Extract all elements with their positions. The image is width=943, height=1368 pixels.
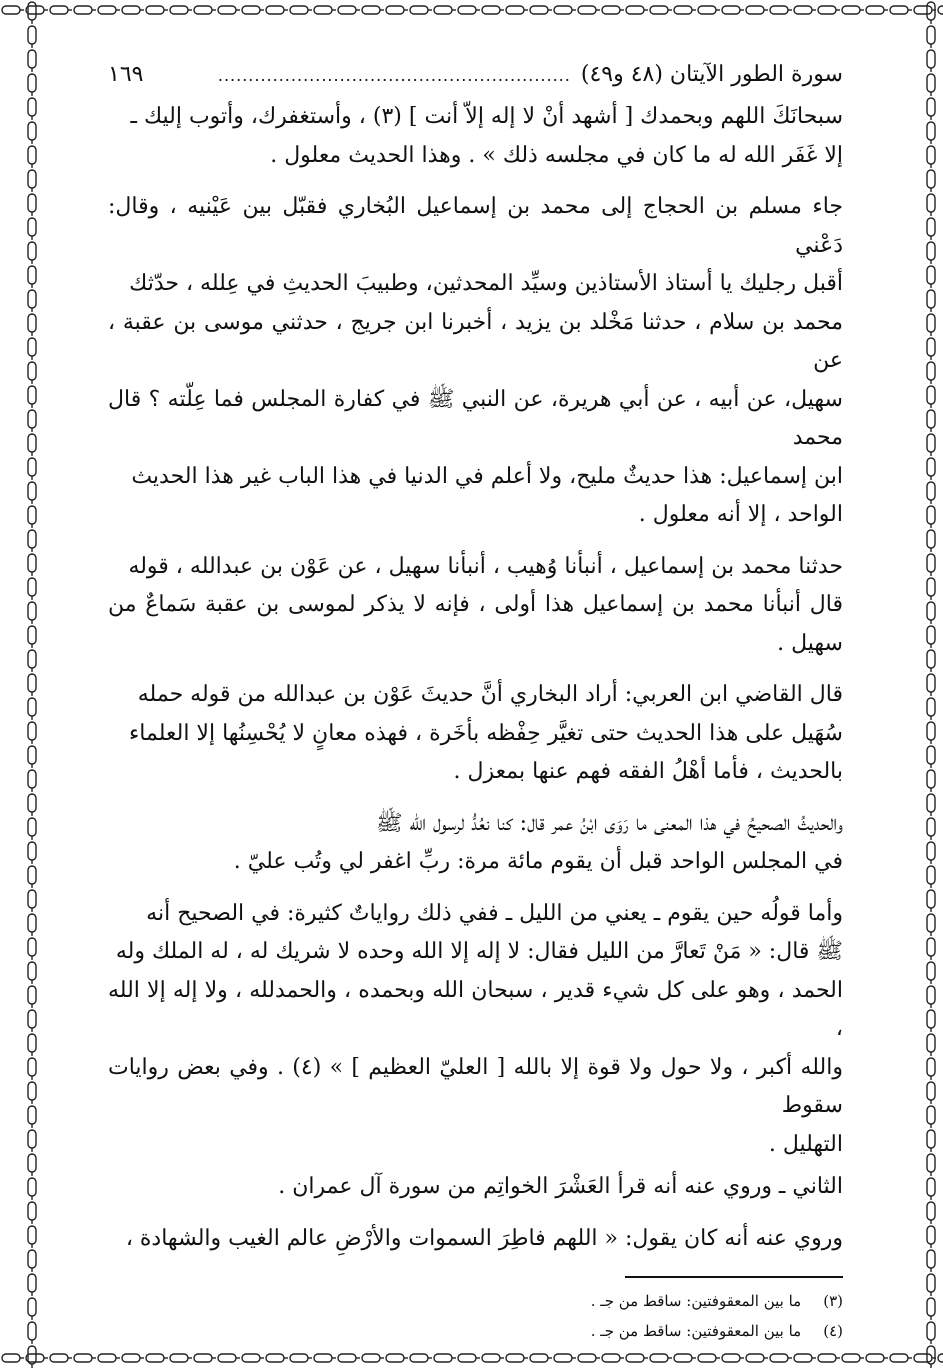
text-line: سُهَيل على هذا الحديث حتى تغيَّر حِفْظه بأخَرة ، فهذه معانٍ لا يُحْسِنُها إلا العلماء [128,720,843,746]
page-content [108,60,843,1346]
text-line: في المجلس الواحد قبل أن يقوم مائة مرة: ربِّ اغفر لي وتُب عليّ . [233,849,843,874]
right-border-ornament [921,0,941,1368]
header-leader-dots: .......................................................... [217,66,571,85]
body-text [108,98,843,1258]
paragraph [108,548,843,664]
text-line: الثاني ـ وروي عنه أنه قرأ العَشْرَ الخواتِم من سورة آل عمران . [278,1174,843,1199]
running-header [108,60,843,98]
paragraph [108,1168,843,1207]
footnote-text: ما بين المعقوفتين: ساقط من جـ . [590,1292,802,1310]
footnote-text: ما بين المعقوفتين: ساقط من جـ . [590,1322,802,1340]
text-line: التهليل . [768,1131,843,1157]
paragraph [108,188,843,535]
text-line: ابن إسماعيل: هذا حديثٌ مليح، ولا أعلم في الدنيا في هذا الباب غير هذا الحديث [131,463,843,489]
text-line: ﷺ قال: « مَنْ تَعارَّ من الليل فقال: لا إله إلا الله وحده لا شريك له ، له الملك وله [115,939,843,964]
text-line: سبحانَكَ اللهم وبحمدك [ أشهد أنْ لا إله إلاّ أنت ] (٣) ، وأستغفرك، وأتوب إليك ـ [130,104,843,129]
text-line: سهيل، عن أبيه ، عن أبي هريرة، عن النبي ﷺ في كفارة المجلس فما عِلّته ؟ قال محمد [108,386,843,450]
text-line: قال أنبأنا محمد بن إسماعيل هذا أولى ، فإنه لا يذكر لموسى بن عقبة سَماعٌ من سهيل . [108,592,843,656]
page-number: ١٦٩ [108,62,144,87]
paragraph [108,98,843,175]
text-line: إلا غَفَر الله له ما كان في مجلسه ذلك » . وهذا الحديث معلول . [270,142,843,168]
text-line: الحمد ، وهو على كل شيء قدير ، سبحان الله وبحمده ، والحمدلله ، ولا إله إلا الله ، [108,977,843,1041]
text-line: حدثنا محمد بن إسماعيل ، أنبأنا وُهيب ، أنبأنا سهيل ، عن عَوْن بن عبدالله ، قوله [128,553,843,579]
text-line: أقبل رجليك يا أستاذ الأستاذين وسيِّد المحدثين، وطبيبَ الحديثِ في عِلله ، حدّثك [129,271,843,296]
left-border-ornament [22,0,42,1368]
paragraph [108,1220,843,1259]
footnotes [108,1286,843,1346]
text-line: وروي عنه أنه كان يقول: « اللهم فاطِرَ السموات والأرْضِ عالم الغيب والشهادة ، [125,1225,843,1251]
text-line: محمد بن سلام ، حدثنا مَخْلد بن يزيد ، أخبرنا ابن جريج ، حدثني موسى بن عقبة ، عن [108,309,843,373]
paragraph [108,895,843,1165]
text-line: والله أكبر ، ولا حول ولا قوة إلا بالله [ العليّ العظيم ] » (٤) . وفي بعض روايات سقوط [108,1054,843,1118]
text-line: جاء مسلم بن الحجاج إلى محمد بن إسماعيل البُخاري فقبّل بين عَيْنيه ، وقال: دَعْني [108,194,843,258]
top-border-ornament [0,0,943,20]
paragraph [108,676,843,792]
footnote-number: (٣) [823,1292,843,1310]
footnote [108,1316,843,1346]
footnote [108,1286,843,1316]
footnote-number: (٤) [823,1322,843,1340]
footnote-separator [625,1276,843,1278]
header-title: سورة الطور الآيتان (٤٨ و٤٩) [580,62,843,87]
text-line: بالحديث ، فأما أهْلُ الفقه فهم عنها بمعزل . [453,759,843,784]
bottom-border-ornament [0,1348,943,1368]
text-line: والحديثُ الصحيحُ في هذا المعنى ما رَوَى ابْنُ عمر قال: كنا نعُدُّ لرسول الله ﷺ [375,810,843,836]
text-line: وأما قولُه حين يقوم ـ يعني من الليل ـ ففي ذلك رواياتٌ كثيرة: في الصحيح أنه [146,900,843,926]
text-line: الواحد ، إلا أنه معلول . [638,502,843,527]
paragraph [108,805,843,882]
text-line: قال القاضي ابن العربي: أراد البخاري أنَّ حديثَ عَوْن بن عبدالله من قوله حمله [137,682,843,707]
